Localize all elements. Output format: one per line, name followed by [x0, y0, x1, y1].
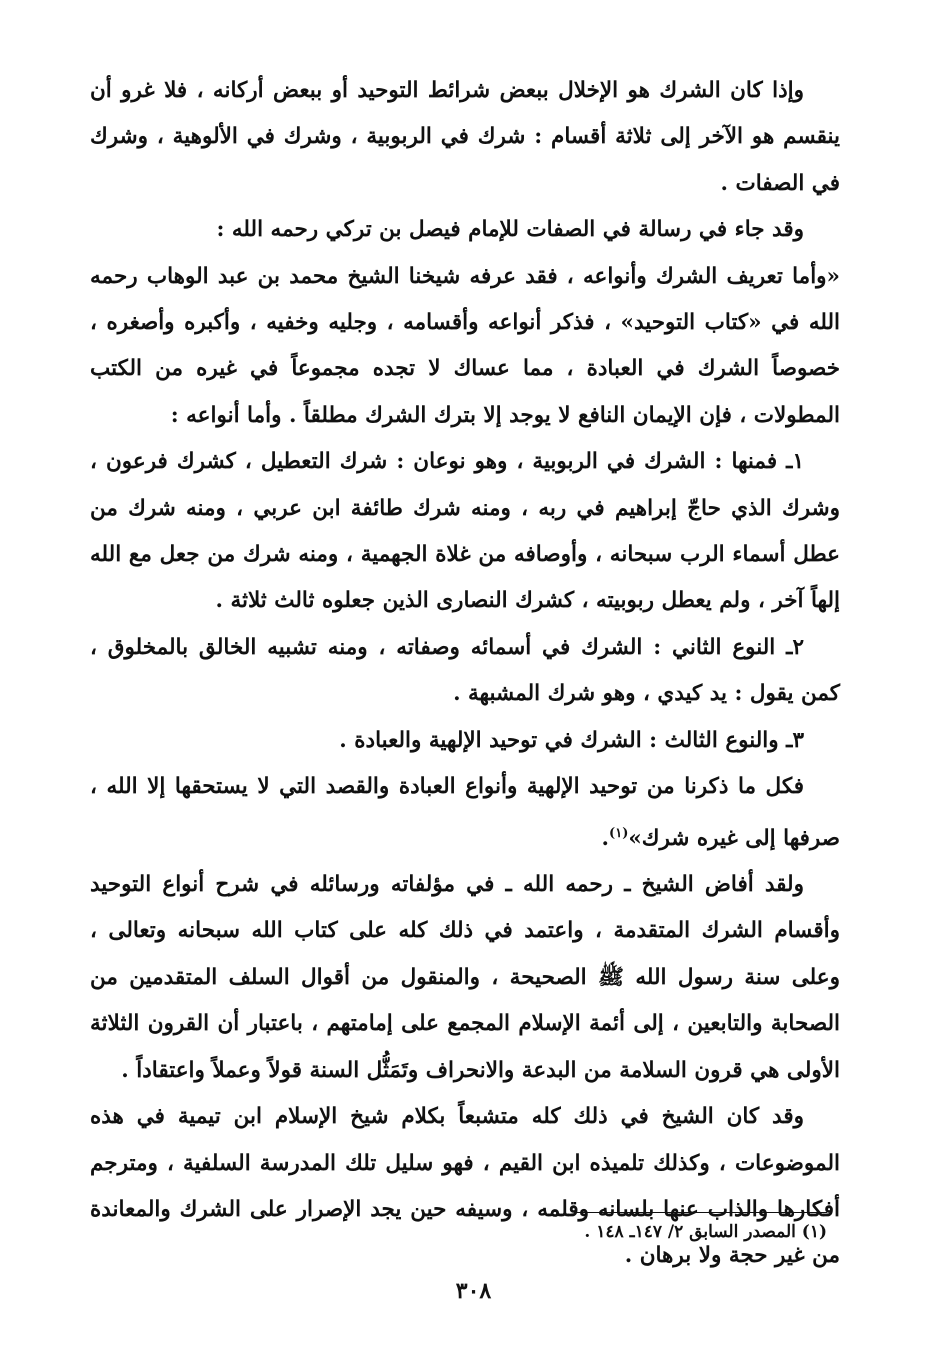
- paragraph-shirk-divisions: وإذا كان الشرك هو الإخلال ببعض شرائط التوحيد أو ببعض أركانه ، فلا غرو أن ينقسم هو الآخر إلى ثلاثة أقسام : شرك في الربوبية ، وشرك في الألوهية ، وشرك في الصفات .: [90, 78, 840, 196]
- quote-end-period: .: [601, 825, 610, 851]
- paragraph-type-three: ٣ـ والنوع الثالث : الشرك في توحيد الإلهية والعبادة .: [339, 727, 804, 753]
- paragraph-faisal-intro: وقد جاء في رسالة في الصفات للإمام فيصل بن تركي رحمه الله :: [216, 217, 804, 243]
- paragraph-quote-definition: «وأما تعريف الشرك وأنواعه ، فقد عرفه شيخنا الشيخ محمد بن عبد الوهاب رحمه الله في «كتاب التوحيد» ، فذكر أنواعه وأقسامه ، وجليه وخفيه ، وأكبره وأصغره ، خصوصاً الشرك في العبادة ، مما عساك لا تجده مجموعاً في غيره من الكتب المطولات ، فإن الإيمان النافع لا يوجد إلا بترك الشرك مطلقاً . وأما أنواعه :: [90, 263, 840, 428]
- page-number: ٣٠٨: [455, 1278, 492, 1304]
- paragraph-type-one: ١ـ فمنها : الشرك في الربوبية ، وهو نوعان : شرك التعطيل ، كشرك فرعون ، وشرك الذي حاجّ إبراهيم في ربه ، ومنه شرك طائفة ابن عربي ، ومنه شرك من عطل أسماء الرب سبحانه ، وأوصافه من غلاة الجهمية ، ومنه شرك من جعل مع الله إلهاً آخر ، ولم يعطل ربوبيته ، كشرك النصارى الذين جعلوه ثالث ثلاثة .: [90, 449, 840, 614]
- footnote-divider: [577, 1212, 827, 1213]
- main-text: [90, 68, 840, 1280]
- footnote-marker: (١): [609, 825, 629, 841]
- paragraph-ibn-taymiyyah: وقد كان الشيخ في ذلك كله متشبعاً بكلام شيخ الإسلام ابن تيمية في هذه الموضوعات ، وكذلك تلميذه ابن القيم ، فهو سليل تلك المدرسة السلفية ، ومترجم أفكارها والذاب عنها بلسانه وقلمه ، وسيفه حين يجد الإصرار على الشرك والمعاندة من غير حجة ولا برهان .: [90, 1104, 840, 1269]
- paragraph-type-two: ٢ـ النوع الثاني : الشرك في أسمائه وصفاته ، ومنه تشبيه الخالق بالمخلوق ، كمن يقول : يد كيدي ، وهو شرك المشبهة .: [90, 634, 840, 707]
- footnote: (١) المصدر السابق ٢/ ١٤٧ـ ١٤٨ .: [584, 1222, 827, 1242]
- quote-end-text: فكل ما ذكرنا من توحيد الإلهية وأنواع العبادة والقصد التي لا يستحقها إلا الله ، صرفها إلى غيره شرك»: [90, 774, 840, 851]
- paragraph-sheikh-works: ولقد أفاض الشيخ ـ رحمه الله ـ في مؤلفاته ورسائله في شرح أنواع التوحيد وأقسام الشرك المتقدمة ، واعتمد في ذلك كله على كتاب الله سبحانه وتعالى ، وعلى سنة رسول الله ﷺ الصحيحة ، والمنقول من أقوال السلف المتقدمين من الصحابة والتابعين ، إلى أئمة الإسلام المجمع على إمامتهم ، باعتبار أن القرون الثلاثة الأولى هي قرون السلامة من البدعة والانحراف وتَمَثُّل السنة قولاً وعملاً واعتقاداً .: [90, 872, 840, 1083]
- paragraph-quote-end: [90, 764, 840, 862]
